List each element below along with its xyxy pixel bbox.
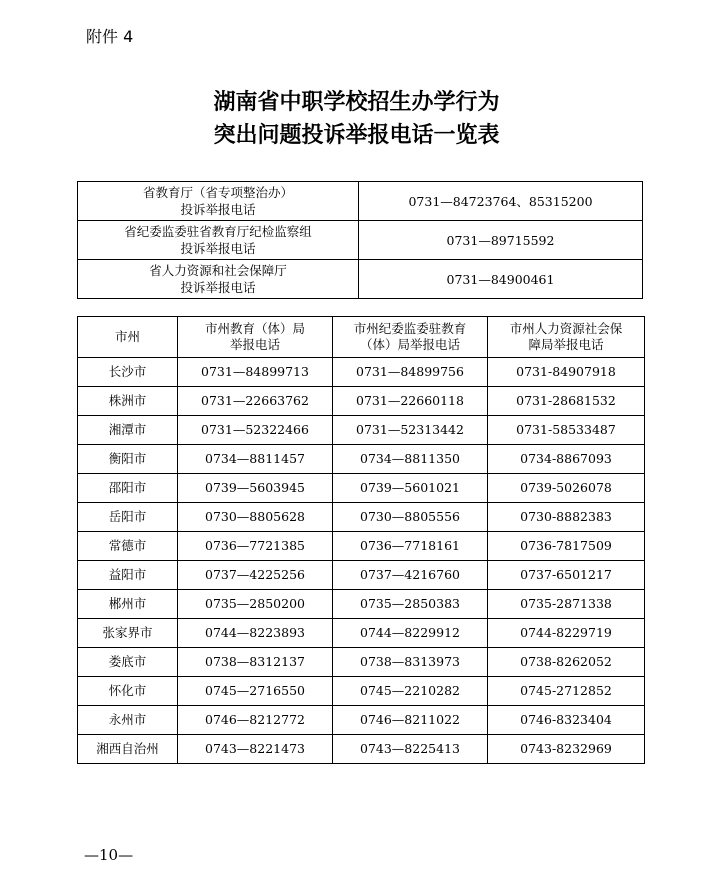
table-row xyxy=(78,503,645,532)
hr-phone: 0743-8232969 xyxy=(488,735,645,764)
table-row xyxy=(78,445,645,474)
hr-phone: 0736-7817509 xyxy=(488,532,645,561)
unit-name-line-2: 投诉举报电话 xyxy=(180,280,256,295)
provincial-row xyxy=(78,221,643,260)
edu-phone: 0738—8312137 xyxy=(178,648,333,677)
discipline-phone: 0737—4216760 xyxy=(333,561,488,590)
edu-phone: 0737—4225256 xyxy=(178,561,333,590)
discipline-phone: 0731—84899756 xyxy=(333,358,488,387)
hr-phone: 0731-28681532 xyxy=(488,387,645,416)
header-discipline-line-2: （体）局举报电话 xyxy=(359,337,460,352)
hr-phone: 0737-6501217 xyxy=(488,561,645,590)
unit-name-line-2: 投诉举报电话 xyxy=(180,202,256,217)
unit-name-line-1: 省纪委监委驻省教育厅纪检监察组 xyxy=(124,224,312,239)
edu-phone: 0745—2716550 xyxy=(178,677,333,706)
unit-name xyxy=(78,221,359,260)
unit-name xyxy=(78,182,359,221)
table-row xyxy=(78,735,645,764)
city-name: 湘潭市 xyxy=(78,416,178,445)
city-hotline-table xyxy=(77,316,645,764)
table-header-row xyxy=(78,317,645,358)
hr-phone: 0745-2712852 xyxy=(488,677,645,706)
unit-phone: 0731—84900461 xyxy=(359,260,643,299)
table-row xyxy=(78,358,645,387)
unit-name-line-1: 省教育厅（省专项整治办） xyxy=(142,185,293,200)
city-name: 湘西自治州 xyxy=(78,735,178,764)
edu-phone: 0734—8811457 xyxy=(178,445,333,474)
discipline-phone: 0734—8811350 xyxy=(333,445,488,474)
header-discipline-line-1: 市州纪委监委驻教育 xyxy=(353,321,467,336)
table-row xyxy=(78,387,645,416)
page-number: —10— xyxy=(84,846,134,864)
provincial-row xyxy=(78,182,643,221)
table-row xyxy=(78,532,645,561)
discipline-phone: 0738—8313973 xyxy=(333,648,488,677)
table-row xyxy=(78,619,645,648)
city-name: 株洲市 xyxy=(78,387,178,416)
provincial-hotline-table xyxy=(77,181,643,299)
discipline-phone: 0736—7718161 xyxy=(333,532,488,561)
header-edu-line-1: 市州教育（体）局 xyxy=(204,321,305,336)
unit-name-line-1: 省人力资源和社会保障厅 xyxy=(149,263,287,278)
edu-phone: 0730—8805628 xyxy=(178,503,333,532)
hr-phone: 0735-2871338 xyxy=(488,590,645,619)
hr-phone: 0731-84907918 xyxy=(488,358,645,387)
table-row xyxy=(78,416,645,445)
city-name: 郴州市 xyxy=(78,590,178,619)
discipline-phone: 0731—22660118 xyxy=(333,387,488,416)
unit-name xyxy=(78,260,359,299)
edu-phone: 0731—22663762 xyxy=(178,387,333,416)
edu-phone: 0739—5603945 xyxy=(178,474,333,503)
edu-phone: 0736—7721385 xyxy=(178,532,333,561)
header-discipline xyxy=(333,317,488,358)
city-name: 长沙市 xyxy=(78,358,178,387)
discipline-phone: 0735—2850383 xyxy=(333,590,488,619)
city-name: 永州市 xyxy=(78,706,178,735)
hr-phone: 0746-8323404 xyxy=(488,706,645,735)
title-line-1: 湖南省中职学校招生办学行为 xyxy=(213,89,500,115)
document-title xyxy=(0,86,713,152)
header-hr-line-1: 市州人力资源社会保 xyxy=(509,321,623,336)
city-name: 张家界市 xyxy=(78,619,178,648)
header-edu-line-2: 举报电话 xyxy=(229,337,280,352)
hr-phone: 0744-8229719 xyxy=(488,619,645,648)
discipline-phone: 0746—8211022 xyxy=(333,706,488,735)
discipline-phone: 0745—2210282 xyxy=(333,677,488,706)
provincial-row xyxy=(78,260,643,299)
header-hr-line-2: 障局举报电话 xyxy=(528,337,604,352)
city-name: 衡阳市 xyxy=(78,445,178,474)
hr-phone: 0731-58533487 xyxy=(488,416,645,445)
edu-phone: 0735—2850200 xyxy=(178,590,333,619)
table-row xyxy=(78,590,645,619)
table-row xyxy=(78,706,645,735)
unit-name-line-2: 投诉举报电话 xyxy=(180,241,256,256)
attachment-label: 附件 4 xyxy=(86,27,134,46)
hr-phone: 0730-8882383 xyxy=(488,503,645,532)
discipline-phone: 0731—52313442 xyxy=(333,416,488,445)
table-row xyxy=(78,648,645,677)
city-name: 怀化市 xyxy=(78,677,178,706)
table-row xyxy=(78,561,645,590)
discipline-phone: 0739—5601021 xyxy=(333,474,488,503)
table-row xyxy=(78,474,645,503)
city-name: 常德市 xyxy=(78,532,178,561)
edu-phone: 0731—52322466 xyxy=(178,416,333,445)
header-edu xyxy=(178,317,333,358)
unit-phone: 0731—89715592 xyxy=(359,221,643,260)
edu-phone: 0746—8212772 xyxy=(178,706,333,735)
city-name: 岳阳市 xyxy=(78,503,178,532)
discipline-phone: 0730—8805556 xyxy=(333,503,488,532)
city-name: 娄底市 xyxy=(78,648,178,677)
city-name: 益阳市 xyxy=(78,561,178,590)
unit-phone: 0731—84723764、85315200 xyxy=(359,182,643,221)
table-row xyxy=(78,677,645,706)
hr-phone: 0739-5026078 xyxy=(488,474,645,503)
header-hr xyxy=(488,317,645,358)
hr-phone: 0734-8867093 xyxy=(488,445,645,474)
city-name: 邵阳市 xyxy=(78,474,178,503)
discipline-phone: 0743—8225413 xyxy=(333,735,488,764)
edu-phone: 0743—8221473 xyxy=(178,735,333,764)
title-line-2: 突出问题投诉举报电话一览表 xyxy=(213,122,500,148)
header-city: 市州 xyxy=(78,317,178,358)
discipline-phone: 0744—8229912 xyxy=(333,619,488,648)
hr-phone: 0738-8262052 xyxy=(488,648,645,677)
edu-phone: 0744—8223893 xyxy=(178,619,333,648)
edu-phone: 0731—84899713 xyxy=(178,358,333,387)
